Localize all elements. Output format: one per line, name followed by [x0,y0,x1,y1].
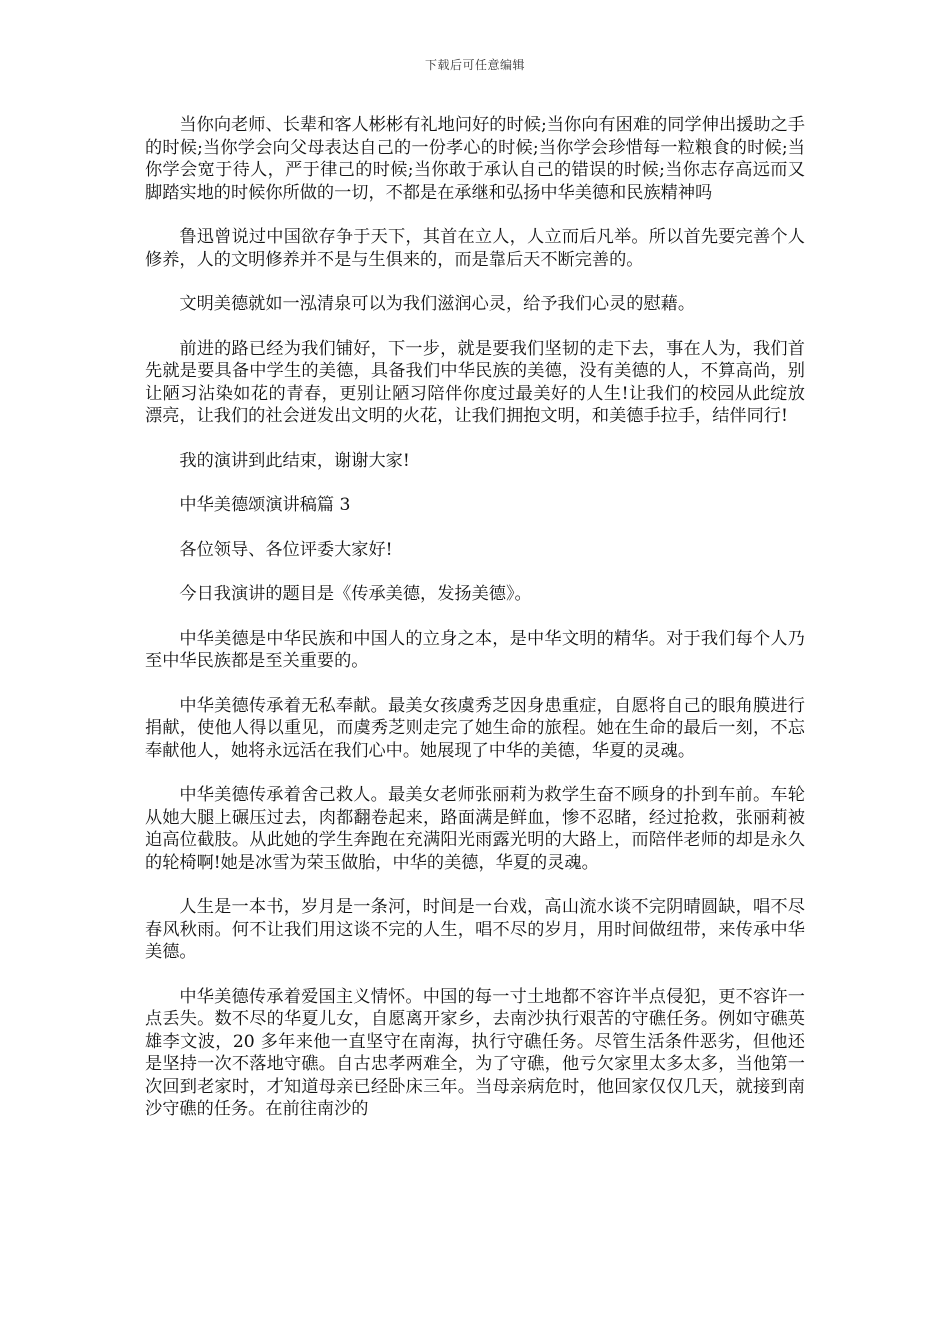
paragraph: 今日我演讲的题目是《传承美德，发扬美德》。 [179,584,532,604]
paragraph: 我的演讲到此结束，谢谢大家! [179,450,410,471]
section-title: 中华美德颂演讲稿篇 3 [179,495,351,515]
paragraph: 中华美德是中华民族和中国人的立身之本，是中华文明的精华。对于我们每个人乃至中华民族都是至关重要的。 [145,628,805,671]
paragraph: 中华美德传承着舍己救人。最美女老师张丽莉为救学生奋不顾身的扑到车前。车轮从她大腿上碾压过去，肉都翻卷起来，路面满是鲜血，惨不忍睹，经过抢救，张丽莉被迫高位截肢。从此她的学生奔跑在充满阳光雨露光明的大路上，而陪伴老师的却是永久的轮椅啊!她是冰雪为荣玉做胎，中华的美德，华夏的灵魂。 [145,785,805,873]
paragraph: 中华美德传承着无私奉献。最美女孩虞秀芝因身患重症，自愿将自己的眼角膜进行捐献，使他人得以重见，而虞秀芝则走完了她生命的旅程。她在生命的最后一刻，不忘奉献他人，她将永远活在我们心中。她展现了中华的美德，华夏的灵魂。 [145,695,805,761]
paragraph: 各位领导、各位评委大家好! [179,539,393,560]
page-header: 下载后可任意编辑 [424,58,525,72]
paragraph: 人生是一本书，岁月是一条河，时间是一台戏，高山流水谈不完阴晴圆缺，唱不尽春风秋雨。何不让我们用这谈不完的人生，唱不尽的岁月，用时间做纽带，来传承中华美德。 [145,897,805,962]
paragraph: 当你向老师、长辈和客人彬彬有礼地问好的时候;当你向有困难的同学伸出援助之手的时候;当你学会向父母表达自己的一份孝心的时候;当你学会珍惜每一粒粮食的时候;当你学会宽于待人，严于律己的时候;当你敢于承认自己的错误的时候;当你志存高远而又脚踏实地的时候你所做的一切，不都是在承继和弘扬中华美德和民族精神吗 [145,115,805,203]
paragraph: 前进的路已经为我们铺好，下一步，就是要我们坚韧的走下去，事在人为，我们首先就是要具备中学生的美德，具备我们中华民族的美德，没有美德的人，不算高尚，别让陋习沾染如花的青春，更别让陋习陪伴你度过最美好的人生!让我们的校园从此绽放漂亮，让我们的社会迸发出文明的火花，让我们拥抱文明，和美德手拉手，结伴同行! [145,338,805,426]
document-body [145,114,805,1143]
paragraph: 鲁迅曾说过中国欲存争于天下，其首在立人，人立而后凡举。所以首先要完善个人修养，人的文明修养并不是与生俱来的，而是靠后天不断完善的。 [145,227,805,270]
paragraph: 中华美德传承着爱国主义情怀。中国的每一寸土地都不容许半点侵犯，更不容许一点丢失。数不尽的华夏儿女，自愿离开家乡，去南沙执行艰苦的守礁任务。例如守礁英雄李文波，20 多年来他一直坚守在南海，执行守礁任务。尽管生活条件恶劣，但他还是坚持一次不落地守礁。自古忠孝两难全，为了守礁，他亏欠家里太多太多，当他第一次回到老家时，才知道母亲已经卧床三年。当母亲病危时，他回家仅仅几天，就接到南沙守礁的任务。在前往南沙的 [145,986,805,1119]
paragraph: 文明美德就如一泓清泉可以为我们滋润心灵，给予我们心灵的慰藉。 [179,294,696,314]
